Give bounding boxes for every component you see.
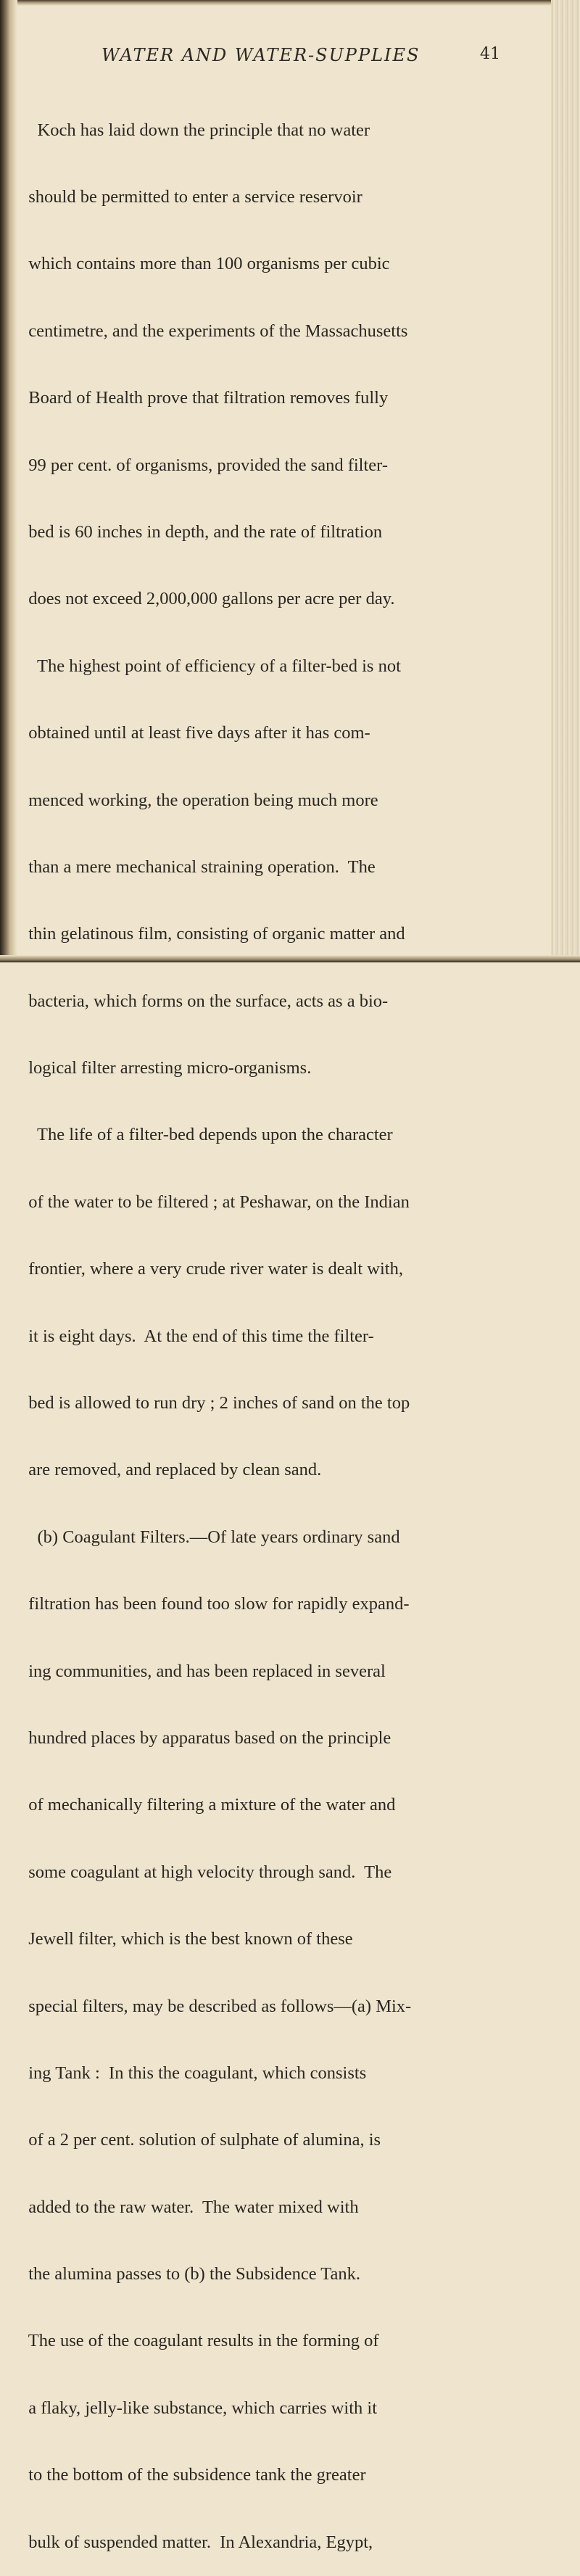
text-line: are removed, and replaced by clean sand. <box>20 1460 322 1480</box>
text-line: ing communities, and has been replaced in several <box>20 1661 386 1681</box>
running-title: WATER AND WATER-SUPPLIES <box>102 45 420 65</box>
page-top-shadow <box>0 0 580 6</box>
text-line: of the water to be filtered ; at Peshawar, on the Indian <box>20 1192 410 1212</box>
text-line: The use of the coagulant results in the forming of <box>20 2331 379 2351</box>
text-line: frontier, where a very crude river water is dealt with, <box>20 1259 403 1279</box>
text-line: bacteria, which forms on the surface, acts as a bio- <box>20 991 389 1011</box>
text-line: bed is 60 inches in depth, and the rate of filtration <box>20 521 383 542</box>
text-line: it is eight days. At the end of this time the filter- <box>20 1326 374 1346</box>
text-line: than a mere mechanical straining operation. The <box>20 856 376 877</box>
body-text <box>20 75 562 2576</box>
book-gutter-shadow <box>0 0 17 962</box>
text-line: of a 2 per cent. solution of sulphate of alumina, is <box>20 2130 381 2150</box>
text-line: (b) Coagulant Filters.—Of late years ordinary sand <box>20 1527 400 1547</box>
text-line: Koch has laid down the principle that no water <box>20 120 370 140</box>
running-head <box>102 45 508 71</box>
text-line: thin gelatinous film, consisting of organic matter and <box>20 924 405 944</box>
text-line: bulk of suspended matter. In Alexandria, Egypt, <box>20 2532 373 2552</box>
text-line: hundred places by apparatus based on the principle <box>20 1727 392 1748</box>
text-line: centimetre, and the experiments of the Massachusetts <box>20 321 408 341</box>
text-line: menced working, the operation being much more <box>20 790 378 810</box>
text-line: ing Tank : In this the coagulant, which consists <box>20 2063 367 2083</box>
text-line: added to the raw water. The water mixed with <box>20 2197 359 2217</box>
text-line: The highest point of efficiency of a filter-bed is not <box>20 656 401 676</box>
text-line: filtration has been found too slow for rapidly expand- <box>20 1594 410 1614</box>
text-line: does not exceed 2,000,000 gallons per acre per day. <box>20 589 395 609</box>
text-line: some coagulant at high velocity through sand. The <box>20 1862 392 1882</box>
text-line: should be permitted to enter a service reservoir <box>20 186 362 207</box>
text-line: bed is allowed to run dry ; 2 inches of sand on the top <box>20 1393 410 1413</box>
text-line: to the bottom of the subsidence tank the greater <box>20 2465 366 2485</box>
text-line: Board of Health prove that filtration removes fully <box>20 388 389 408</box>
text-line: of mechanically filtering a mixture of the water and <box>20 1795 396 1815</box>
text-line: obtained until at least five days after it has com- <box>20 723 370 743</box>
text-line: a flaky, jelly-like substance, which carries with it <box>20 2398 378 2418</box>
text-line: logical filter arresting micro-organisms. <box>20 1058 312 1078</box>
text-line: Jewell filter, which is the best known of these <box>20 1929 353 1949</box>
text-line: 99 per cent. of organisms, provided the sand filter- <box>20 455 388 475</box>
page-number: 41 <box>480 45 500 63</box>
text-line: The life of a filter-bed depends upon the character <box>20 1125 393 1145</box>
text-line: special filters, may be described as follows—(a) Mix- <box>20 1996 412 2016</box>
text-line: which contains more than 100 organisms per cubic <box>20 254 390 274</box>
text-line: the alumina passes to (b) the Subsidence Tank. <box>20 2264 361 2284</box>
